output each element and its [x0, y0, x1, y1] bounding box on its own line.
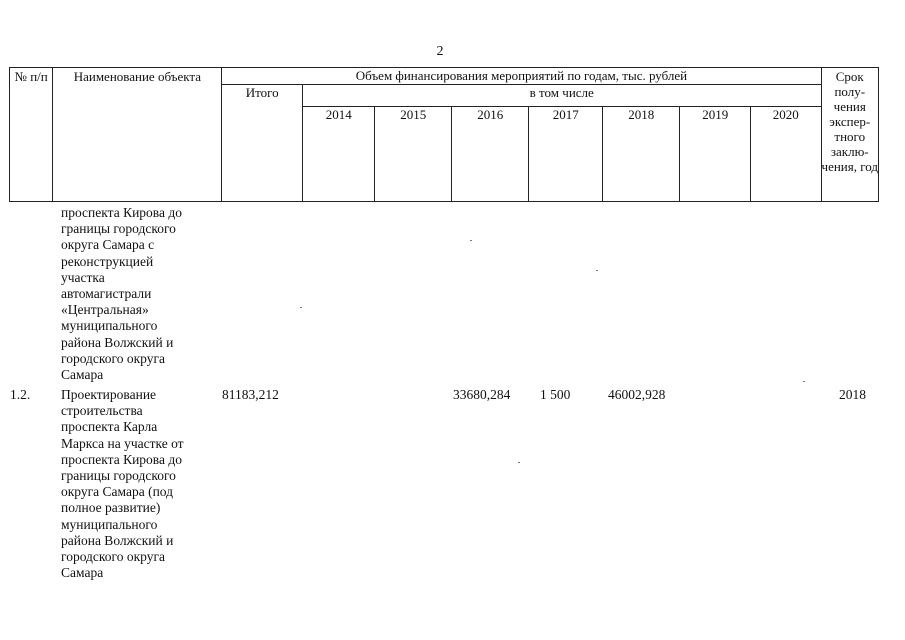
row-2018: 46002,928: [608, 387, 666, 402]
row-object-name: Проектирование строительства проспекта Карла Маркса на участке от проспекта Кирова до границы городского округа Самара (под полное развитие) муниципального района Волжский и городского округа Самара: [61, 387, 184, 581]
row-total: 81183,212: [222, 387, 279, 402]
scan-speck: [518, 462, 520, 463]
scan-speck: [596, 270, 598, 271]
header-col-term: Срок полу-чения экспер-тного заклю-чения, год: [821, 68, 878, 202]
row-term: 2018: [839, 387, 866, 402]
header-year-2015: 2015: [375, 107, 452, 202]
header-year-2018: 2018: [602, 107, 680, 202]
row-2016: 33680,284: [453, 387, 511, 402]
scan-speck: [300, 307, 302, 308]
page-number: 2: [436, 44, 444, 59]
header-year-2020: 2020: [750, 107, 821, 202]
continued-object-name: проспекта Кирова до границы городского округа Самара с реконструкцией участка автомагистрали «Центральная» муниципального района Волжский и городского округа Самара: [61, 205, 182, 383]
header-year-2016: 2016: [451, 107, 529, 202]
header-year-2019: 2019: [680, 107, 750, 202]
header-col-total: Итого: [222, 85, 303, 202]
header-year-2014: 2014: [302, 107, 374, 202]
header-col-funding: Объем финансирования мероприятий по годам, тыс. рублей: [222, 68, 821, 85]
row-number: 1.2.: [10, 387, 31, 402]
header-year-2017: 2017: [529, 107, 602, 202]
header-col-including: в том числе: [302, 85, 821, 107]
header-col-number: № п/п: [10, 68, 53, 202]
header-col-name: Наименование объекта: [53, 68, 222, 202]
funding-table-header: [9, 67, 879, 202]
row-2017: 1 500: [540, 387, 571, 402]
scan-speck: [803, 381, 805, 382]
scan-speck: [470, 240, 472, 241]
